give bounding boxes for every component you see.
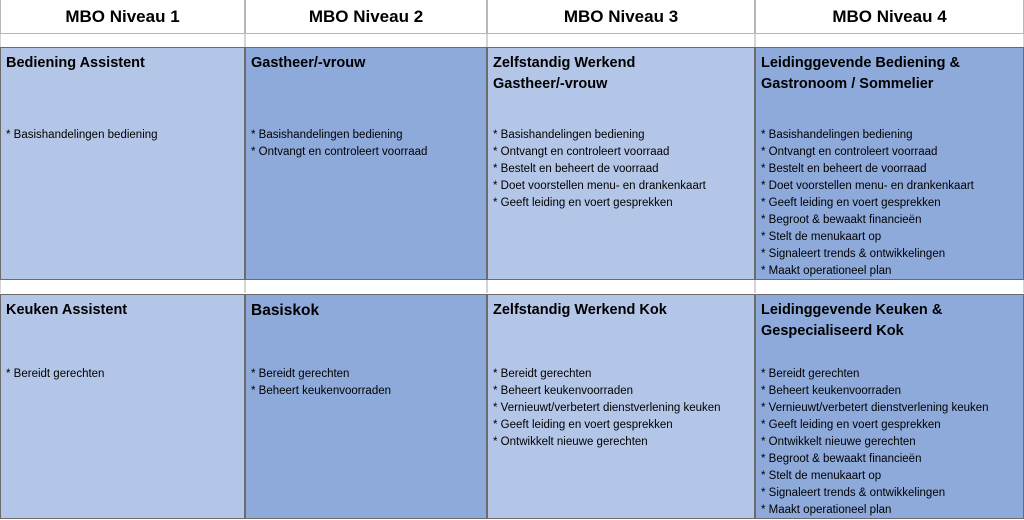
spacer-row bbox=[0, 34, 1024, 47]
bediening-row bbox=[0, 47, 1024, 280]
list-item: * Stelt de menukaart op bbox=[761, 231, 882, 243]
bediening-niveau-3 bbox=[487, 47, 755, 280]
cell-title: Keuken Assistent bbox=[6, 302, 128, 318]
list-item: * Geeft leiding en voert gesprekken bbox=[761, 419, 941, 431]
list-item: * Geeft leiding en voert gesprekken bbox=[761, 197, 941, 209]
bediening-niveau-2 bbox=[245, 47, 487, 280]
task-list bbox=[761, 127, 974, 280]
header-row bbox=[0, 0, 1024, 34]
list-item: * Ontvangt en controleert voorraad bbox=[493, 146, 670, 158]
list-item: * Doet voorstellen menu- en drankenkaart bbox=[493, 180, 706, 192]
list-item: * Stelt de menukaart op bbox=[761, 470, 882, 482]
cell-title: Bediening Assistent bbox=[6, 55, 145, 71]
header-niveau-2: MBO Niveau 2 bbox=[245, 0, 487, 34]
list-item: * Bereidt gerechten bbox=[493, 368, 592, 380]
keuken-row bbox=[0, 294, 1024, 519]
bediening-niveau-4 bbox=[755, 47, 1024, 280]
header-niveau-3: MBO Niveau 3 bbox=[487, 0, 755, 34]
task-list bbox=[251, 127, 427, 161]
task-list bbox=[6, 127, 158, 144]
task-list bbox=[493, 127, 706, 212]
list-item: * Doet voorstellen menu- en drankenkaart bbox=[761, 180, 974, 192]
keuken-niveau-2 bbox=[245, 294, 487, 519]
keuken-niveau-4 bbox=[755, 294, 1024, 519]
list-item: * Ontwikkelt nieuwe gerechten bbox=[493, 436, 648, 448]
task-list bbox=[493, 366, 721, 451]
list-item: * Bestelt en beheert de voorraad bbox=[493, 163, 659, 175]
list-item: * Bereidt gerechten bbox=[6, 368, 105, 380]
list-item: * Basishandelingen bediening bbox=[493, 129, 645, 141]
list-item: * Bestelt en beheert de voorraad bbox=[761, 163, 927, 175]
list-item: * Beheert keukenvoorraden bbox=[251, 385, 392, 397]
header-niveau-1: MBO Niveau 1 bbox=[0, 0, 245, 34]
list-item: * Maakt operationeel plan bbox=[761, 265, 892, 277]
list-item: * Begroot & bewaakt financieën bbox=[761, 214, 922, 226]
task-list bbox=[6, 366, 104, 383]
list-item: * Basishandelingen bediening bbox=[6, 129, 158, 141]
cell-title: Zelfstandig Werkend Kok bbox=[493, 302, 667, 318]
list-item: * Basishandelingen bediening bbox=[251, 129, 403, 141]
list-item: * Geeft leiding en voert gesprekken bbox=[493, 419, 673, 431]
keuken-niveau-3 bbox=[487, 294, 755, 519]
header-niveau-4: MBO Niveau 4 bbox=[755, 0, 1024, 34]
list-item: * Beheert keukenvoorraden bbox=[761, 385, 902, 397]
list-item: * Ontwikkelt nieuwe gerechten bbox=[761, 436, 916, 448]
cell-title: Zelfstandig Werkend Gastheer/-vrouw bbox=[493, 55, 636, 92]
cell-title: Gastheer/-vrouw bbox=[251, 55, 366, 71]
spacer-row bbox=[0, 280, 1024, 293]
list-item: * Begroot & bewaakt financieën bbox=[761, 453, 922, 465]
list-item: * Maakt operationeel plan bbox=[761, 504, 892, 516]
list-item: * Basishandelingen bediening bbox=[761, 129, 913, 141]
list-item: * Ontvangt en controleert voorraad bbox=[251, 146, 428, 158]
cell-title: Leidinggevende Bediening & Gastronoom / Sommelier bbox=[761, 55, 960, 92]
bediening-niveau-1 bbox=[0, 47, 245, 280]
keuken-niveau-1 bbox=[0, 294, 245, 519]
task-list bbox=[761, 366, 989, 519]
cell-title: Basiskok bbox=[251, 302, 320, 319]
list-item: * Signaleert trends & ontwikkelingen bbox=[761, 248, 946, 260]
list-item: * Beheert keukenvoorraden bbox=[493, 385, 634, 397]
list-item: * Geeft leiding en voert gesprekken bbox=[493, 197, 673, 209]
list-item: * Signaleert trends & ontwikkelingen bbox=[761, 487, 946, 499]
list-item: * Vernieuwt/verbetert dienstverlening keuken bbox=[761, 402, 989, 414]
list-item: * Vernieuwt/verbetert dienstverlening keuken bbox=[493, 402, 721, 414]
list-item: * Bereidt gerechten bbox=[251, 368, 350, 380]
cell-title: Leidinggevende Keuken & Gespecialiseerd Kok bbox=[761, 302, 943, 339]
list-item: * Bereidt gerechten bbox=[761, 368, 860, 380]
list-item: * Ontvangt en controleert voorraad bbox=[761, 146, 938, 158]
task-list bbox=[251, 366, 391, 400]
